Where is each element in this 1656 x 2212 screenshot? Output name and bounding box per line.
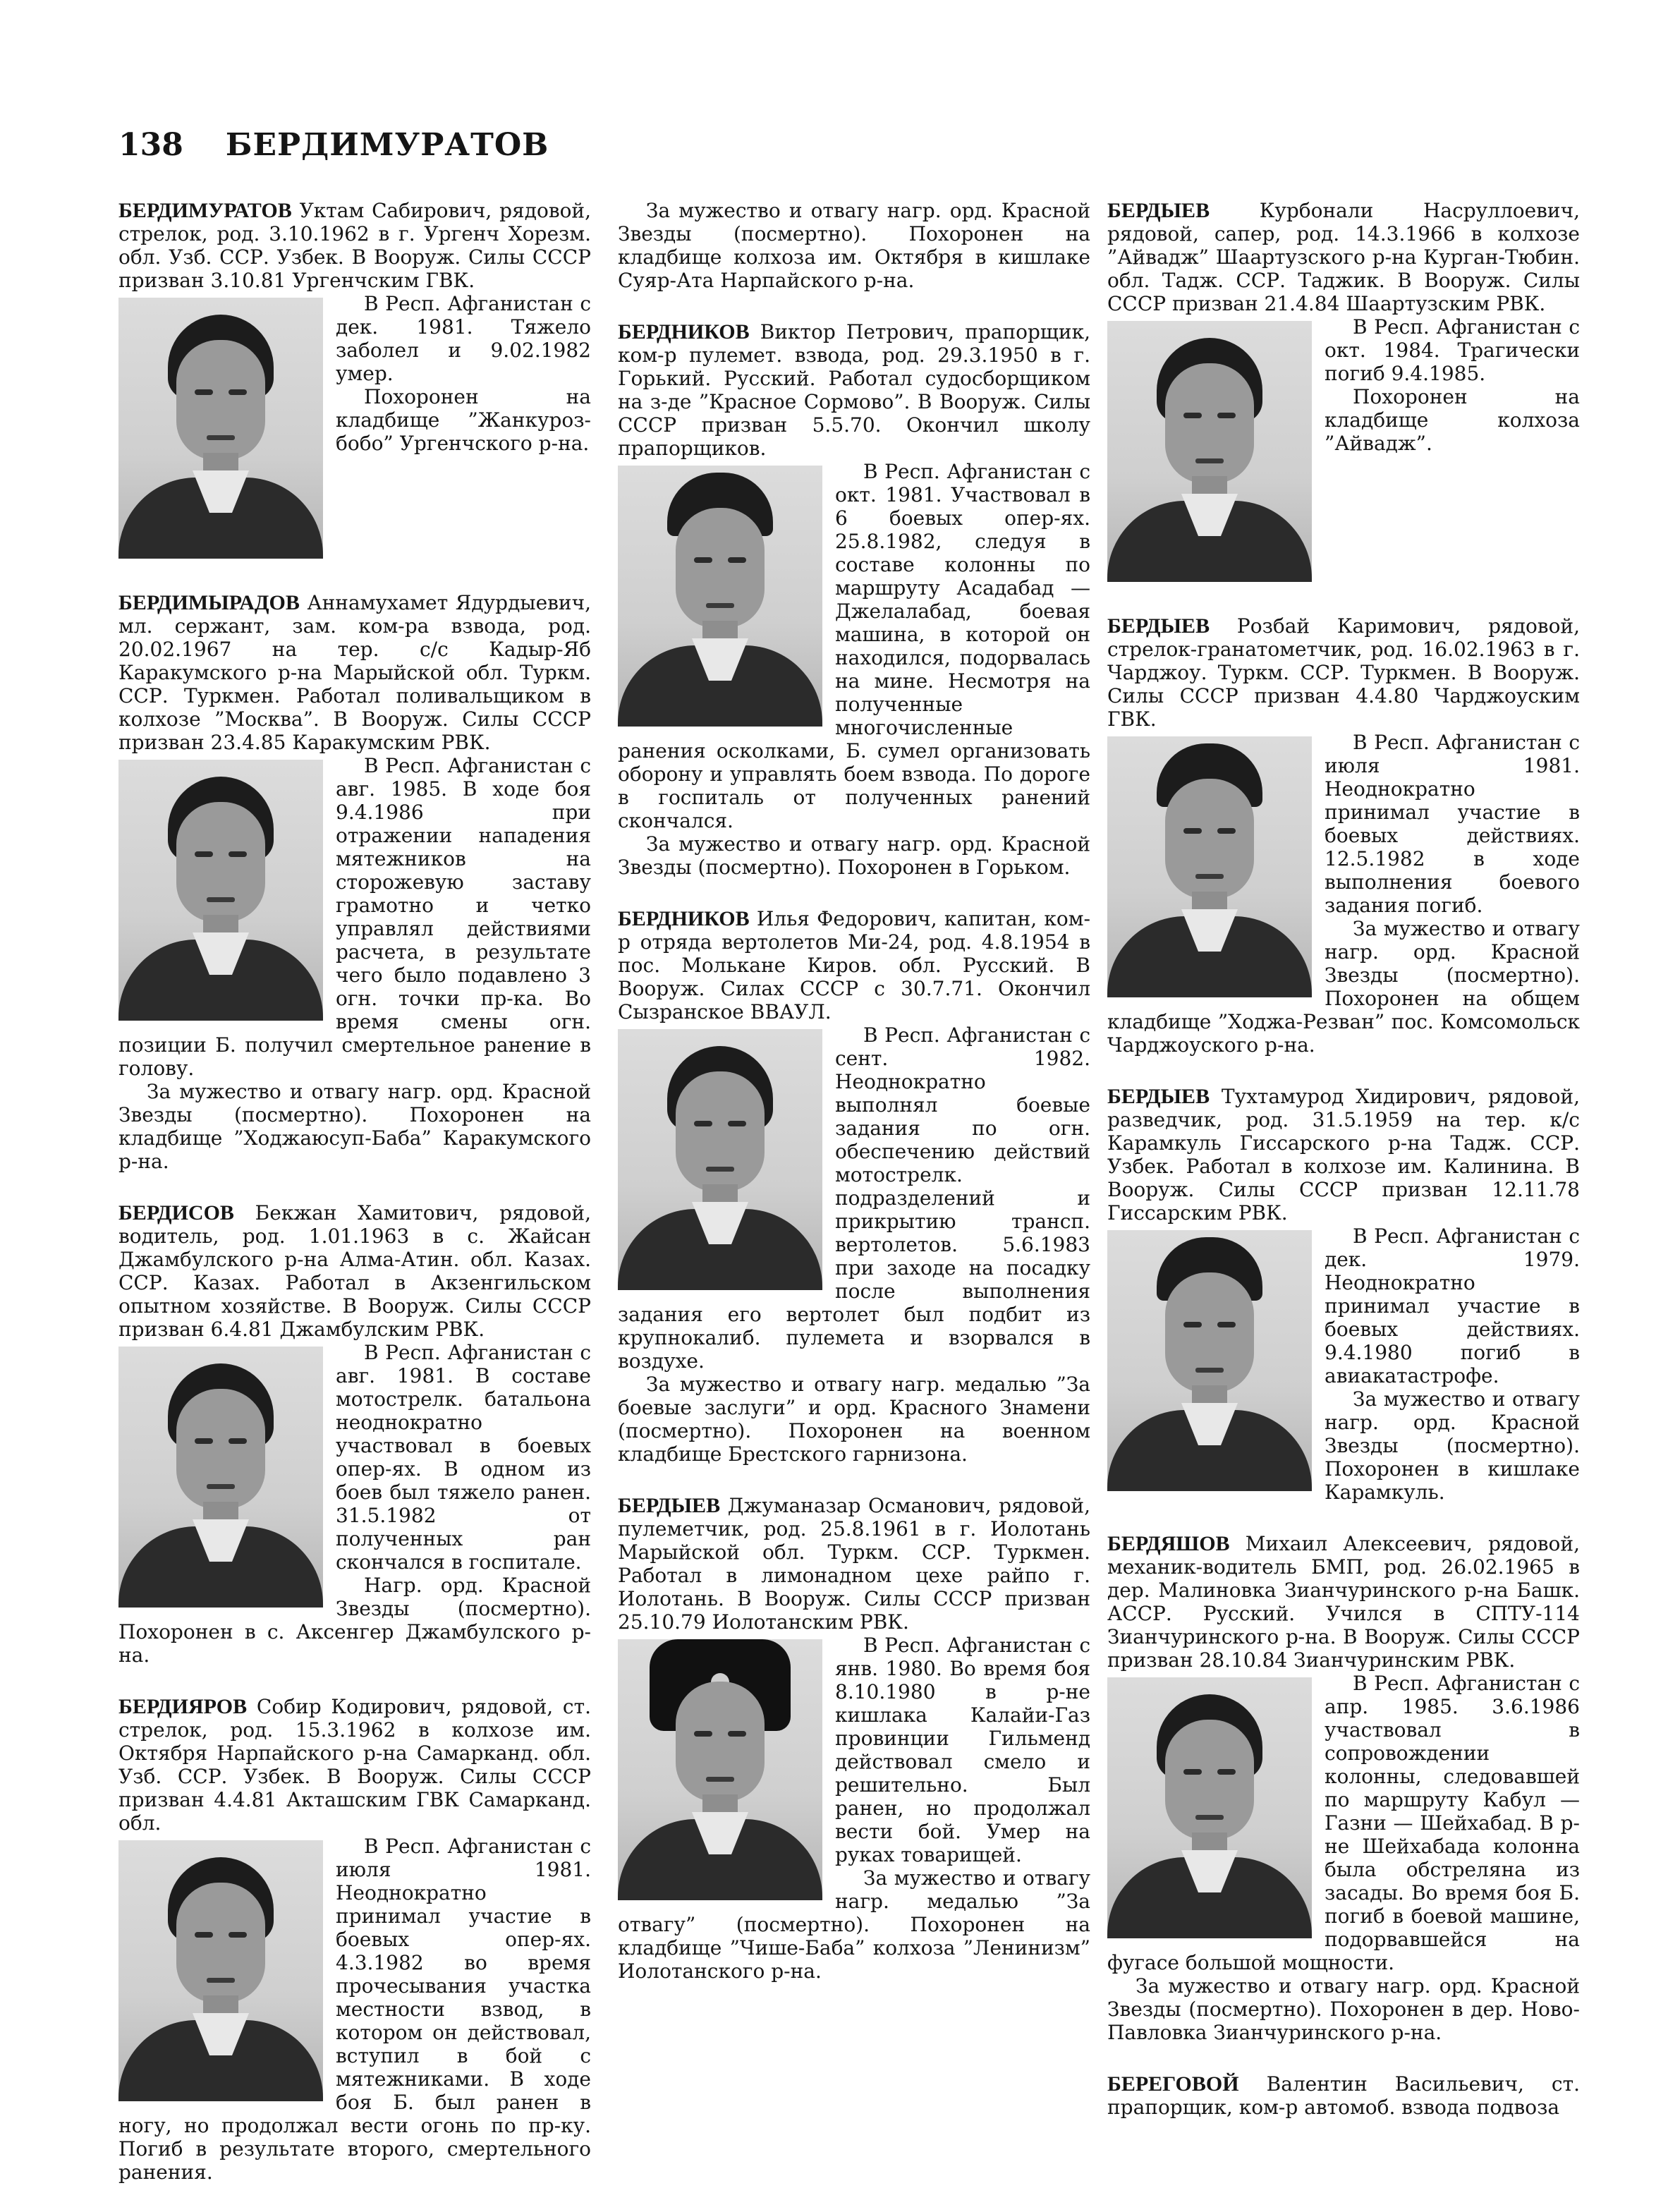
entry-paragraph: За мужество и отвагу нагр. медалью ”За отвагу” (посмертно). Похоронен на кладбище ”Чише-Баба” колхоза ”Ленинизм” Иолотанского р-на. xyxy=(618,1866,1090,1983)
running-head: БЕРДИМУРАТОВ xyxy=(225,127,549,163)
entry xyxy=(618,907,1090,1466)
portrait-photo xyxy=(618,1639,822,1900)
entry-head-text: Михаил Алексеевич, рядовой, механик-водитель БМП, род. 26.02.1965 в дер. Малиновка Зианчуринского р-на Башк. АССР. Русский. Учился в СПТУ-114 Зианчуринского р-на. В Вооруж. Силы СССР призван 28.10.84 Зианчуринским РВК. xyxy=(1107,1532,1580,1672)
entry-name: БЕРДНИКОВ xyxy=(618,320,750,344)
entry-paragraph: За мужество и отвагу нагр. орд. Красной Звезды (посмертно). Похоронен в кишлаке Карамкуль. xyxy=(1325,1387,1580,1504)
entry xyxy=(1107,614,1580,1057)
portrait-photo xyxy=(1107,1677,1312,1938)
entry-head-text: Виктор Петрович, прапорщик, ком-р пулемет. взвода, род. 29.3.1950 в г. Горький. Русский. Работал судосборщиком на з-де ”Красное Сормово”. В Вооруж. Силы СССР призван 5.5.70. Окончил школу прапорщиков. xyxy=(618,320,1090,460)
entry xyxy=(618,1494,1090,1983)
portrait-photo xyxy=(118,760,323,1021)
portrait-photo xyxy=(118,1347,323,1608)
entry-head-text: Бекжан Хамитович, рядовой, водитель, род. 1.01.1963 в с. Жайсан Джамбулского р-на Алма-Атин. обл. Казах. ССР. Казах. Работал в Акзенгильском опытном хозяйстве. В Вооруж. Силы СССР призван 6.4.81 Джамбулским РВК. xyxy=(118,1201,591,1341)
entry xyxy=(118,1201,591,1667)
entry-paragraph: Нагр. орд. Красной Звезды (посмертно). Похоронен в с. Аксенгер Джамбулского р-на. xyxy=(118,1574,591,1667)
entry-paragraph: В Респ. Афганистан с июля 1981. Неоднократно принимал участие в боевых действиях. 12.5.1982 в ходе выполнения боевого задания погиб. xyxy=(1325,731,1580,917)
entry-name: БЕРДЯШОВ xyxy=(1107,1532,1230,1555)
column-3 xyxy=(1107,199,1580,2147)
entry-head-text: Курбонали Насруллоевич, рядовой, сапер, род. 14.3.1966 в колхозе ”Айвадж” Шаартузского р-на Курган-Тюбин. обл. Тадж. ССР. Таджик. В Вооруж. Силы СССР призван 21.4.84 Шаартузским РВК. xyxy=(1107,199,1580,315)
entry xyxy=(118,199,591,563)
entry-name: БЕРДИМЫРАДОВ xyxy=(118,591,300,614)
entry-paragraph: В Респ. Афганистан с сент. 1982. Неоднократно выполнял боевые задания по огн. обеспечению действий мотострелк. подразделений и прикрытию трансп. вертолетов. 5.6.1983 при заходе на посадку после выполнения задания его вертолет был подбит из крупнокалиб. пулемета и взорвался в воздухе. xyxy=(618,1023,1090,1373)
entry-paragraph: Похоронен на кладбище ”Жанкуроз-бобо” Ургенчского р-на. xyxy=(336,385,591,455)
portrait-photo xyxy=(118,298,323,559)
entry-paragraph: За мужество и отвагу нагр. орд. Красной Звезды (посмертно). Похоронен на кладбище колхоза им. Октября в кишлаке Суяр-Ата Нарпайского р-на. xyxy=(618,199,1090,292)
column-1 xyxy=(118,199,591,2212)
portrait-photo xyxy=(618,1029,822,1290)
entry-paragraph: За мужество и отвагу нагр. орд. Красной Звезды (посмертно). Похоронен в дер. Ново-Павловка Зианчуринского р-на. xyxy=(1107,1974,1580,2044)
entry-paragraph: В Респ. Афганистан с июля 1981. Неоднократно принимал участие в боевых опер-ях. 4.3.1982 во время прочесывания участка местности взвод, в котором он действовал, вступил в бой с мятежниками. В ходе боя Б. был ранен в ногу, но продолжал вести огонь по пр-ку. Погиб в результате второго, смертельного ранения. xyxy=(118,1835,591,2184)
entry-name: БЕРДИЯРОВ xyxy=(118,1695,248,1718)
entry-head-text: Тухтамурод Хидирович, рядовой, разведчик, род. 31.5.1959 на тер. к/с Карамкуль Гиссарского р-на Тадж. ССР. Узбек. Работал в колхозе им. Калинина. В Вооруж. Силы СССР призван 12.11.78 Гиссарским РВК. xyxy=(1107,1085,1580,1224)
entry-name: БЕРДИСОВ xyxy=(118,1201,234,1224)
entry-paragraph: В Респ. Афганистан с окт. 1981. Участвовал в 6 боевых опер-ях. 25.8.1982, следуя в составе колонны по маршруту Асадабад — Джелалабад, боевая машина, в которой он находился, подорвалась на мине. Несмотря на полученные многочисленные ранения осколками, Б. сумел организовать оборону и управлять боем взвода. По дороге в госпиталь от полученных ранений скончался. xyxy=(618,460,1090,832)
entry-head-text: Собир Кодирович, рядовой, ст. стрелок, род. 15.3.1962 в колхозе им. Октября Нарпайского р-на Самарканд. обл. Узб. ССР. Узбек. В Вооруж. Силы СССР призван 4.4.81 Акташским ГВК Самарканд. обл. xyxy=(118,1695,591,1835)
entry-paragraph: За мужество и отвагу нагр. орд. Красной Звезды (посмертно). Похоронен на кладбище ”Ходжаюсуп-Баба” Каракумского р-на. xyxy=(118,1080,591,1173)
page-number: 138 xyxy=(118,127,183,163)
entry-paragraph: В Респ. Афганистан с дек. 1981. Тяжело заболел и 9.02.1982 умер. xyxy=(336,292,591,385)
page-header xyxy=(118,127,549,163)
entry-name: БЕРДЫЕВ xyxy=(1107,199,1210,222)
entry-paragraph: В Респ. Афганистан с янв. 1980. Во время боя 8.10.1980 в р-не кишлака Калайи-Газ провинции Гильменд действовал смело и решительно. Был ранен, но продолжал вести бой. Умер на руках товарищей. xyxy=(835,1634,1090,1866)
portrait-photo xyxy=(118,1840,323,2101)
entry xyxy=(118,591,591,1173)
entry-name: БЕРДИМУРАТОВ xyxy=(118,199,292,222)
entry-paragraph: За мужество и отвагу нагр. орд. Красной Звезды (посмертно). Похоронен в Горьком. xyxy=(618,832,1090,879)
entry xyxy=(1107,199,1580,586)
entry xyxy=(1107,1085,1580,1504)
entry-name: БЕРДЫЕВ xyxy=(1107,1085,1210,1108)
entry-name: БЕРДЫЕВ xyxy=(618,1494,721,1517)
entry-head-text: Аннамухамет Ядурдыевич, мл. сержант, зам. ком-ра взвода, род. 20.02.1967 на тер. с/с Кадыр-Яб Каракумского р-на Марыйской обл. Туркм. ССР. Туркмен. Работал поливальщиком в колхозе ”Москва”. В Вооруж. Силы СССР призван 23.4.85 Каракумским РВК. xyxy=(118,591,591,754)
entry-paragraph: В Респ. Афганистан с авг. 1985. В ходе боя 9.4.1986 при отражении нападения мятежников на сторожевую заставу грамотно и четко управлял действиями расчета, в результате чего было подавлено 3 огн. точки пр-ка. Во время смены огн. позиции Б. получил смертельное ранение в голову. xyxy=(118,754,591,1080)
entry-head-text: Джуманазар Османович, рядовой, пулеметчик, род. 25.8.1961 в г. Иолотань Марыйской обл. Туркм. ССР. Туркмен. Работал в лимонадном цехе райпо г. Иолотань. В Вооруж. Силы СССР призван 25.10.79 Иолотанским РВК. xyxy=(618,1494,1090,1634)
entry xyxy=(1107,2072,1580,2119)
portrait-photo xyxy=(1107,321,1312,582)
portrait-photo xyxy=(618,466,822,727)
entry-continuation xyxy=(618,199,1090,292)
entry-paragraph: За мужество и отвагу нагр. орд. Красной Звезды (посмертно). Похоронен на общем кладбище ”Ходжа-Резван” пос. Комсомольск Чарджоуского р-на. xyxy=(1107,917,1580,1057)
entry-head-text: Валентин Васильевич, ст. прапорщик, ком-р автомоб. взвода подвоза xyxy=(1107,2072,1580,2119)
entry-paragraph: Похоронен на кладбище колхоза ”Айвадж”. xyxy=(1325,385,1580,455)
entry-head-text: Илья Федорович, капитан, ком-р отряда вертолетов Ми-24, род. 4.8.1954 в пос. Молькане Киров. обл. Русский. В Вооруж. Силах СССР с 30.7.71. Окончил Сызранское ВВАУЛ. xyxy=(618,907,1090,1023)
entry-paragraph: В Респ. Афганистан с дек. 1979. Неоднократно принимал участие в боевых действиях. 9.4.1980 погиб в авиакатастрофе. xyxy=(1325,1224,1580,1387)
entry-paragraph: За мужество и отвагу нагр. медалью ”За боевые заслуги” и орд. Красного Знамени (посмертно). Похоронен на военном кладбище Брестского гарнизона. xyxy=(618,1373,1090,1466)
entry-paragraph: В Респ. Афганистан с апр. 1985. 3.6.1986 участвовал в сопровождении колонны, следовавшей по маршруту Кабул — Газни — Шейхабад. В р-не Шейхабада колонна была обстреляна из засады. Во время боя Б. погиб в боевой машине, подорвавшейся на фугасе большой мощности. xyxy=(1107,1672,1580,1974)
entry-paragraph: В Респ. Афганистан с авг. 1981. В составе мотострелк. батальона неоднократно участвовал в боевых опер-ях. В одном из боев был тяжело ранен. 31.5.1982 от полученных ран скончался в госпитале. xyxy=(336,1341,591,1574)
portrait-photo xyxy=(1107,736,1312,997)
entry xyxy=(618,320,1090,879)
entry-name: БЕРЕГОВОЙ xyxy=(1107,2072,1239,2096)
column-2 xyxy=(618,199,1090,2011)
entry xyxy=(118,1695,591,2184)
entry-head-text: Уктам Сабирович, рядовой, стрелок, род. 3.10.1962 в г. Ургенч Хорезм. обл. Узб. ССР. Узбек. В Вооруж. Силы СССР призван 3.10.81 Ургенчским ГВК. xyxy=(118,199,591,292)
entry-name: БЕРДНИКОВ xyxy=(618,907,750,930)
portrait-photo xyxy=(1107,1230,1312,1491)
entry xyxy=(1107,1532,1580,2044)
entry-head-text: Розбай Каримович, рядовой, стрелок-гранатометчик, род. 16.02.1963 в г. Чарджоу. Туркм. ССР. Туркмен. В Вооруж. Силы СССР призван 4.4.80 Чарджоуским ГВК. xyxy=(1107,614,1580,731)
entry-name: БЕРДЫЕВ xyxy=(1107,614,1210,638)
entry-paragraph: В Респ. Афганистан с окт. 1984. Трагически погиб 9.4.1985. xyxy=(1325,315,1580,385)
